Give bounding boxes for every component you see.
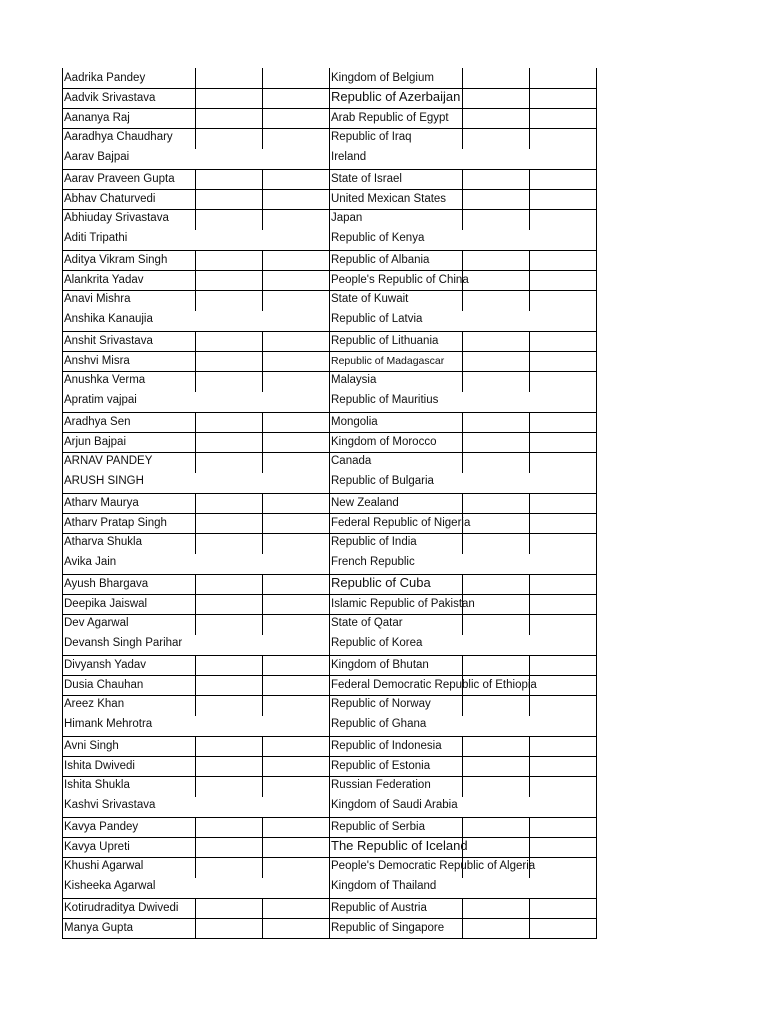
cell-border bbox=[529, 918, 530, 938]
row-separator bbox=[62, 452, 597, 453]
row-separator bbox=[62, 371, 597, 372]
row-separator bbox=[62, 574, 597, 575]
cell-border bbox=[262, 736, 263, 756]
cell-border bbox=[529, 371, 530, 392]
student-name: Areez Khan bbox=[64, 698, 125, 710]
cell-border bbox=[195, 756, 196, 776]
cell-border bbox=[195, 169, 196, 189]
country-name: Kingdom of Belgium bbox=[331, 72, 434, 84]
row-separator bbox=[62, 533, 597, 534]
country-name: Malaysia bbox=[331, 374, 377, 386]
country-name: Mongolia bbox=[331, 416, 378, 428]
row-separator bbox=[62, 108, 597, 109]
cell-border bbox=[262, 432, 263, 452]
student-name: Aaradhya Chaudhary bbox=[64, 131, 173, 143]
cell-border bbox=[262, 675, 263, 695]
cell-border bbox=[195, 128, 196, 149]
cell-border bbox=[262, 817, 263, 837]
row-separator bbox=[62, 614, 597, 615]
cell-border bbox=[529, 776, 530, 797]
country-name: State of Qatar bbox=[331, 617, 403, 629]
country-name: Republic of India bbox=[331, 536, 417, 548]
student-name: Dev Agarwal bbox=[64, 617, 129, 629]
cell-border bbox=[529, 898, 530, 918]
row-separator bbox=[62, 898, 597, 899]
cell-border bbox=[462, 432, 463, 452]
country-name: Russian Federation bbox=[331, 779, 431, 791]
cell-border bbox=[262, 594, 263, 614]
row-separator bbox=[62, 695, 597, 696]
cell-border bbox=[262, 655, 263, 675]
cell-border bbox=[462, 574, 463, 594]
cell-border bbox=[529, 189, 530, 209]
cell-border bbox=[262, 756, 263, 776]
cell-border bbox=[462, 898, 463, 918]
cell-border bbox=[195, 513, 196, 533]
country-name: Republic of Lithuania bbox=[331, 335, 439, 347]
cell-border bbox=[462, 250, 463, 270]
cell-border bbox=[195, 88, 196, 108]
student-name: Ishita Shukla bbox=[64, 779, 130, 791]
cell-border bbox=[195, 452, 196, 473]
row-separator bbox=[62, 432, 597, 433]
cell-border bbox=[462, 290, 463, 311]
country-name: Republic of Indonesia bbox=[331, 740, 442, 752]
row-separator bbox=[62, 857, 597, 858]
cell-border bbox=[529, 128, 530, 149]
cell-border bbox=[462, 776, 463, 797]
student-name: Anshvi Misra bbox=[64, 355, 130, 367]
cell-border bbox=[462, 189, 463, 209]
row-separator bbox=[62, 270, 597, 271]
cell-border bbox=[195, 857, 196, 878]
cell-border bbox=[262, 270, 263, 290]
cell-border bbox=[529, 412, 530, 432]
cell-border bbox=[195, 614, 196, 635]
cell-border bbox=[262, 331, 263, 351]
cell-border bbox=[462, 169, 463, 189]
cell-border bbox=[262, 533, 263, 554]
student-name: ARNAV PANDEY bbox=[64, 455, 153, 467]
cell-border bbox=[195, 533, 196, 554]
cell-border bbox=[462, 614, 463, 635]
cell-border bbox=[529, 574, 530, 594]
cell-border bbox=[462, 351, 463, 371]
cell-border bbox=[529, 88, 530, 108]
country-name: Republic of Kenya bbox=[331, 232, 425, 244]
country-name: Kingdom of Morocco bbox=[331, 436, 437, 448]
country-name: Republic of Azerbaijan bbox=[331, 89, 461, 104]
cell-border bbox=[195, 209, 196, 230]
row-separator bbox=[62, 594, 597, 595]
cell-border bbox=[462, 452, 463, 473]
cell-border bbox=[529, 432, 530, 452]
student-name: Kavya Pandey bbox=[64, 821, 139, 833]
cell-border bbox=[529, 655, 530, 675]
row-separator bbox=[62, 189, 597, 190]
country-name: French Republic bbox=[331, 556, 415, 568]
cell-border bbox=[195, 351, 196, 371]
student-name: Avni Singh bbox=[64, 740, 119, 752]
cell-border bbox=[462, 817, 463, 837]
cell-border bbox=[529, 817, 530, 837]
student-name: Avika Jain bbox=[64, 556, 117, 568]
cell-border bbox=[529, 695, 530, 716]
cell-border bbox=[195, 695, 196, 716]
country-name: Republic of Bulgaria bbox=[331, 475, 434, 487]
row-separator bbox=[62, 169, 597, 170]
cell-border bbox=[195, 898, 196, 918]
student-name: Aadvik Srivastava bbox=[64, 92, 156, 104]
cell-border bbox=[195, 331, 196, 351]
row-separator bbox=[62, 331, 597, 332]
cell-border bbox=[462, 331, 463, 351]
cell-border bbox=[195, 432, 196, 452]
cell-border bbox=[195, 594, 196, 614]
cell-border bbox=[195, 371, 196, 392]
student-name: Manya Gupta bbox=[64, 922, 134, 934]
country-name: Republic of Serbia bbox=[331, 821, 425, 833]
row-separator bbox=[62, 128, 597, 129]
student-name: Kavya Upreti bbox=[64, 841, 130, 853]
cell-border bbox=[195, 817, 196, 837]
cell-border bbox=[262, 412, 263, 432]
student-name: Atharv Pratap Singh bbox=[64, 517, 167, 529]
student-name: Devansh Singh Parihar bbox=[64, 637, 183, 649]
cell-border bbox=[195, 108, 196, 128]
country-name: People's Democratic Republic of Algeria bbox=[331, 860, 536, 872]
student-name: Aarav Bajpai bbox=[64, 151, 130, 163]
country-name: State of Israel bbox=[331, 173, 402, 185]
cell-border bbox=[262, 857, 263, 878]
cell-border bbox=[529, 756, 530, 776]
cell-border bbox=[529, 513, 530, 533]
cell-border bbox=[195, 574, 196, 594]
country-name: United Mexican States bbox=[331, 193, 447, 205]
row-separator bbox=[62, 817, 597, 818]
cell-border bbox=[462, 655, 463, 675]
country-name: Federal Democratic Republic of Ethiopia bbox=[331, 679, 537, 691]
cell-border bbox=[529, 533, 530, 554]
cell-border bbox=[262, 837, 263, 857]
country-name: Republic of Austria bbox=[331, 902, 427, 914]
cell-border bbox=[529, 493, 530, 513]
student-name: Apratim vajpai bbox=[64, 394, 137, 406]
cell-border bbox=[262, 898, 263, 918]
row-separator bbox=[62, 209, 597, 210]
row-separator bbox=[62, 351, 597, 352]
row-separator bbox=[62, 493, 597, 494]
cell-border bbox=[195, 493, 196, 513]
cell-border bbox=[529, 290, 530, 311]
country-name: Republic of Korea bbox=[331, 637, 423, 649]
student-name: Aadrika Pandey bbox=[64, 72, 146, 84]
country-name: Republic of Norway bbox=[331, 698, 431, 710]
table-border-right bbox=[596, 68, 597, 939]
cell-border bbox=[262, 452, 263, 473]
row-separator bbox=[62, 938, 597, 939]
cell-border bbox=[195, 412, 196, 432]
cell-border bbox=[529, 452, 530, 473]
cell-border bbox=[462, 493, 463, 513]
cell-border bbox=[195, 918, 196, 938]
cell-border bbox=[529, 614, 530, 635]
cell-border bbox=[262, 493, 263, 513]
cell-border bbox=[262, 776, 263, 797]
student-name: Divyansh Yadav bbox=[64, 659, 147, 671]
cell-border bbox=[462, 918, 463, 938]
cell-border bbox=[462, 128, 463, 149]
cell-border bbox=[462, 412, 463, 432]
cell-border bbox=[462, 533, 463, 554]
country-name: Republic of Ghana bbox=[331, 718, 427, 730]
student-name: Ishita Dwivedi bbox=[64, 760, 135, 772]
cell-border bbox=[529, 270, 530, 290]
country-name: Ireland bbox=[331, 151, 367, 163]
cell-border bbox=[462, 88, 463, 108]
country-name: State of Kuwait bbox=[331, 293, 409, 305]
cell-border bbox=[262, 574, 263, 594]
country-name: Arab Republic of Egypt bbox=[331, 112, 449, 124]
country-name: Kingdom of Bhutan bbox=[331, 659, 429, 671]
cell-border bbox=[262, 614, 263, 635]
student-name: Anavi Mishra bbox=[64, 293, 131, 305]
row-separator bbox=[62, 412, 597, 413]
country-name: Kingdom of Thailand bbox=[331, 880, 437, 892]
row-separator bbox=[62, 756, 597, 757]
country-name: Republic of Madagascar bbox=[331, 355, 445, 367]
cell-border bbox=[262, 108, 263, 128]
row-separator bbox=[62, 736, 597, 737]
country-name: People's Republic of China bbox=[331, 274, 469, 286]
student-name: Atharv Maurya bbox=[64, 497, 139, 509]
cell-border bbox=[195, 189, 196, 209]
cell-border bbox=[262, 918, 263, 938]
country-name: Kingdom of Saudi Arabia bbox=[331, 799, 458, 811]
cell-border bbox=[262, 88, 263, 108]
row-separator bbox=[62, 837, 597, 838]
cell-border bbox=[529, 594, 530, 614]
student-name: Kashvi Srivastava bbox=[64, 799, 156, 811]
country-name: Republic of Albania bbox=[331, 254, 430, 266]
student-name: Kisheeka Agarwal bbox=[64, 880, 156, 892]
cell-border bbox=[462, 68, 463, 88]
student-name: Anushka Verma bbox=[64, 374, 146, 386]
cell-border bbox=[529, 209, 530, 230]
row-separator bbox=[62, 776, 597, 777]
country-name: Canada bbox=[331, 455, 372, 467]
cell-border bbox=[529, 351, 530, 371]
table-border-middle bbox=[329, 68, 330, 939]
cell-border bbox=[262, 371, 263, 392]
row-separator bbox=[62, 250, 597, 251]
student-name: Himank Mehrotra bbox=[64, 718, 153, 730]
student-name: Khushi Agarwal bbox=[64, 860, 144, 872]
cell-border bbox=[462, 108, 463, 128]
student-name: Arjun Bajpai bbox=[64, 436, 127, 448]
student-name: Aarav Praveen Gupta bbox=[64, 173, 175, 185]
country-name: Federal Republic of Nigeria bbox=[331, 517, 471, 529]
student-name: Aradhya Sen bbox=[64, 416, 131, 428]
cell-border bbox=[529, 68, 530, 88]
country-name: Republic of Mauritius bbox=[331, 394, 439, 406]
cell-border bbox=[462, 736, 463, 756]
cell-border bbox=[195, 250, 196, 270]
cell-border bbox=[262, 513, 263, 533]
student-name: Alankrita Yadav bbox=[64, 274, 144, 286]
row-separator bbox=[62, 675, 597, 676]
cell-border bbox=[195, 675, 196, 695]
cell-border bbox=[262, 695, 263, 716]
cell-border bbox=[195, 270, 196, 290]
student-name: Atharva Shukla bbox=[64, 536, 142, 548]
country-name: Japan bbox=[331, 212, 363, 224]
student-name: Abhav Chaturvedi bbox=[64, 193, 156, 205]
student-name: Ayush Bhargava bbox=[64, 578, 149, 590]
cell-border bbox=[462, 371, 463, 392]
cell-border bbox=[262, 250, 263, 270]
student-name: Aditi Tripathi bbox=[64, 232, 128, 244]
row-separator bbox=[62, 88, 597, 89]
student-name: Abhiuday Srivastava bbox=[64, 212, 169, 224]
row-separator bbox=[62, 290, 597, 291]
cell-border bbox=[262, 189, 263, 209]
table-border-left bbox=[62, 68, 63, 939]
cell-border bbox=[529, 108, 530, 128]
cell-border bbox=[529, 169, 530, 189]
cell-border bbox=[262, 209, 263, 230]
cell-border bbox=[262, 169, 263, 189]
cell-border bbox=[195, 655, 196, 675]
country-name: New Zealand bbox=[331, 497, 399, 509]
country-name: Republic of Iraq bbox=[331, 131, 412, 143]
country-name: Republic of Estonia bbox=[331, 760, 431, 772]
cell-border bbox=[262, 351, 263, 371]
cell-border bbox=[262, 68, 263, 88]
student-name: Anshit Srivastava bbox=[64, 335, 153, 347]
row-separator bbox=[62, 655, 597, 656]
cell-border bbox=[529, 331, 530, 351]
student-name: Dusia Chauhan bbox=[64, 679, 144, 691]
cell-border bbox=[462, 695, 463, 716]
cell-border bbox=[195, 290, 196, 311]
student-name: ARUSH SINGH bbox=[64, 475, 144, 487]
student-name: Kotirudraditya Dwivedi bbox=[64, 902, 179, 914]
cell-border bbox=[462, 209, 463, 230]
student-name: Anshika Kanaujia bbox=[64, 313, 153, 325]
student-name: Deepika Jaiswal bbox=[64, 598, 148, 610]
cell-border bbox=[529, 250, 530, 270]
country-name: Islamic Republic of Pakistan bbox=[331, 598, 475, 610]
cell-border bbox=[529, 736, 530, 756]
cell-border bbox=[195, 68, 196, 88]
cell-border bbox=[462, 756, 463, 776]
country-name: Republic of Latvia bbox=[331, 313, 423, 325]
cell-border bbox=[262, 128, 263, 149]
student-name: Aananya Raj bbox=[64, 112, 130, 124]
country-name: The Republic of Iceland bbox=[331, 838, 468, 853]
student-name: Aditya Vikram Singh bbox=[64, 254, 168, 266]
country-name: Republic of Cuba bbox=[331, 575, 431, 590]
cell-border bbox=[195, 776, 196, 797]
cell-border bbox=[195, 837, 196, 857]
cell-border bbox=[529, 837, 530, 857]
row-separator bbox=[62, 918, 597, 919]
row-separator bbox=[62, 513, 597, 514]
cell-border bbox=[262, 290, 263, 311]
country-name: Republic of Singapore bbox=[331, 922, 445, 934]
cell-border bbox=[195, 736, 196, 756]
